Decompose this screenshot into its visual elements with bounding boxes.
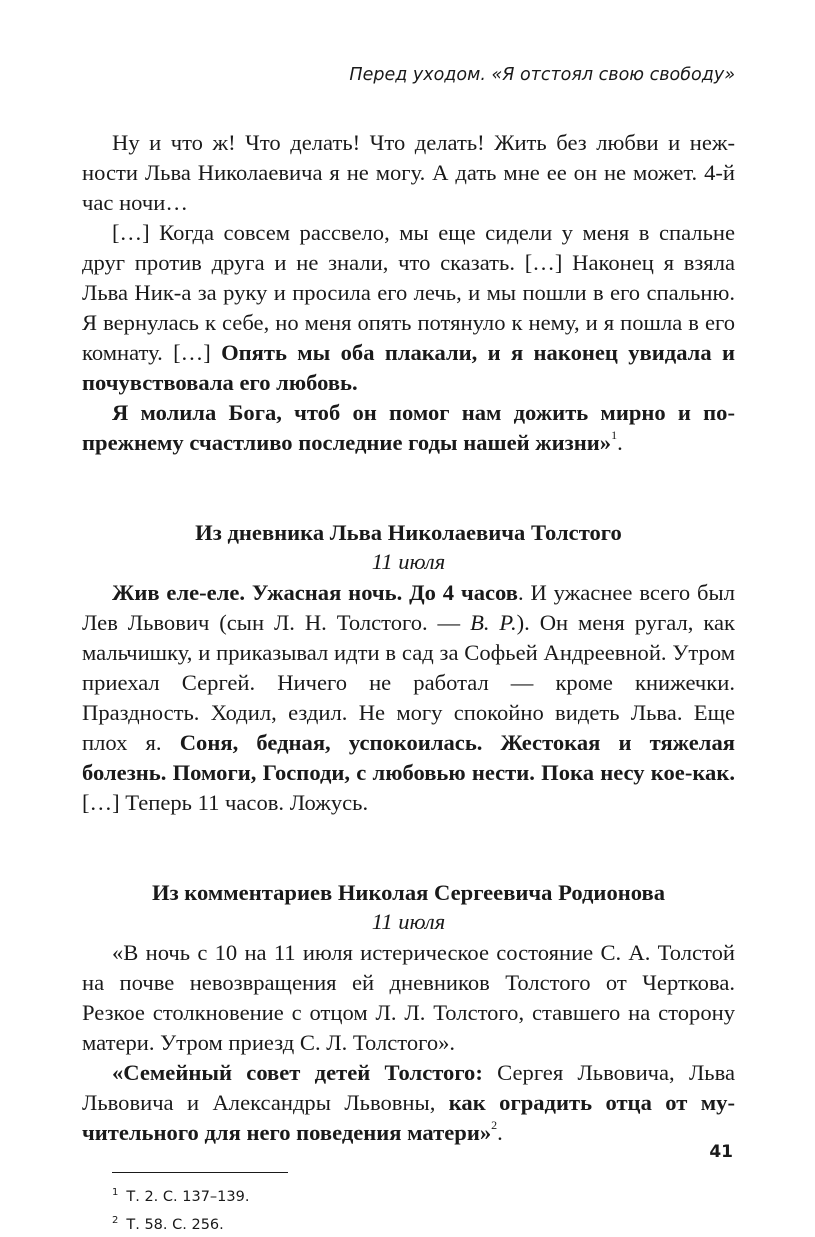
commentary-bold-2: как оградить отца от мучительного для него поведения матери» [82,1090,735,1145]
diary-bold-2: Соня, бедная, успокоилась. Жестокая и тяжелая болезнь. Помоги, Господи, с любовью нести. Пока несу кое-как. [82,730,735,785]
diary-text-3: […] Теперь 11 часов. Ложусь. [82,790,369,815]
running-head: Перед уходом. «Я отстоял свою свободу» [349,65,735,85]
footnote-2-number: 2 [112,1214,119,1226]
diary-text-1: . И ужаснее всего был Лев Львович (сын Л. Н. Толстого. — [82,580,735,635]
commentary-bold-1: «Семейный совет детей Толстого: [112,1060,483,1085]
diary-initials: В. Р. [470,610,517,635]
diary-bold-1: Жив еле-еле. Ужасная ночь. До 4 часов [112,580,518,605]
intro-paragraph-3-end: . [617,430,623,455]
diary-section-date: 11 июля [371,549,446,574]
footnote-1-text: Т. 2. С. 137–139. [126,1188,250,1205]
section-spacer [82,458,735,488]
commentary-section-title: Из комментариев Николая Сергеевича Родионова [152,880,665,905]
intro-paragraph-2-text: […] Когда совсем рассвело, мы еще сидели у меня в спальне друг против друга и не знали, что сказать. […] Наконец я взяла Льва Ник-а за руку и просила его лечь, и мы пошли в его спальню. Я вернулась к себе, но меня опять потянуло к нему, и я пошла в его комнату. […] [82,220,735,365]
commentary-text: Сергея Львовича, Льва Львовича и Александры Львовны, [82,1060,735,1115]
diary-section-title: Из дневника Льва Николаевича Толстого [195,520,622,545]
commentary-section-date: 11 июля [371,909,446,934]
footnote-ref-2[interactable]: 2 [491,1118,498,1133]
section-spacer [82,818,735,848]
intro-paragraph-3-bold: Я молила Бога, чтоб он помог нам дожить мирно и по-прежнему счастливо последние годы нашей жизни» [82,400,735,455]
intro-paragraph-2 [82,218,735,398]
commentary-paragraph-2 [82,1058,735,1148]
footnote-2 [82,1209,735,1237]
footnote-ref-1[interactable]: 1 [611,428,618,443]
intro-paragraph-3 [82,398,735,458]
commentary-paragraph-2-end: . [497,1120,503,1145]
diary-text-2: ). Он меня ругал, как мальчишку, и приказывал идти в сад за Софьей Андреевной. Утром приехал Сергей. Ничего не работал — кроме книжечки. Праздность. Ходил, ездил. Не могу спокойно видеть Льва. Еще плох я. [82,610,735,755]
intro-paragraph-2-bold: Опять мы оба плакали, и я наконец увидала и почувствовала его любовь. [82,340,735,395]
footnote-1-number: 1 [112,1187,119,1198]
commentary-paragraph-1: «В ночь с 10 на 11 июля истерическое состояние С. А. Толстой на почве невозвращения ей дневников Толстого от Черткова. Резкое столкновение с отцом Л. Л. Толстого, ставшего на сторону матери. Утром приезд С. Л. Толстого». [82,940,735,1055]
diary-paragraph [82,578,735,818]
intro-paragraph-1: Ну и что ж! Что делать! Что делать! Жить без любви и нежности Льва Николаевича я не могу. А дать мне ее он не может. 4-й час ночи… [82,130,735,215]
page-number: 41 [709,1142,733,1162]
footnote-1 [82,1181,735,1209]
footnote-2-text: Т. 58. С. 256. [126,1216,224,1233]
footnote-divider [112,1172,288,1173]
